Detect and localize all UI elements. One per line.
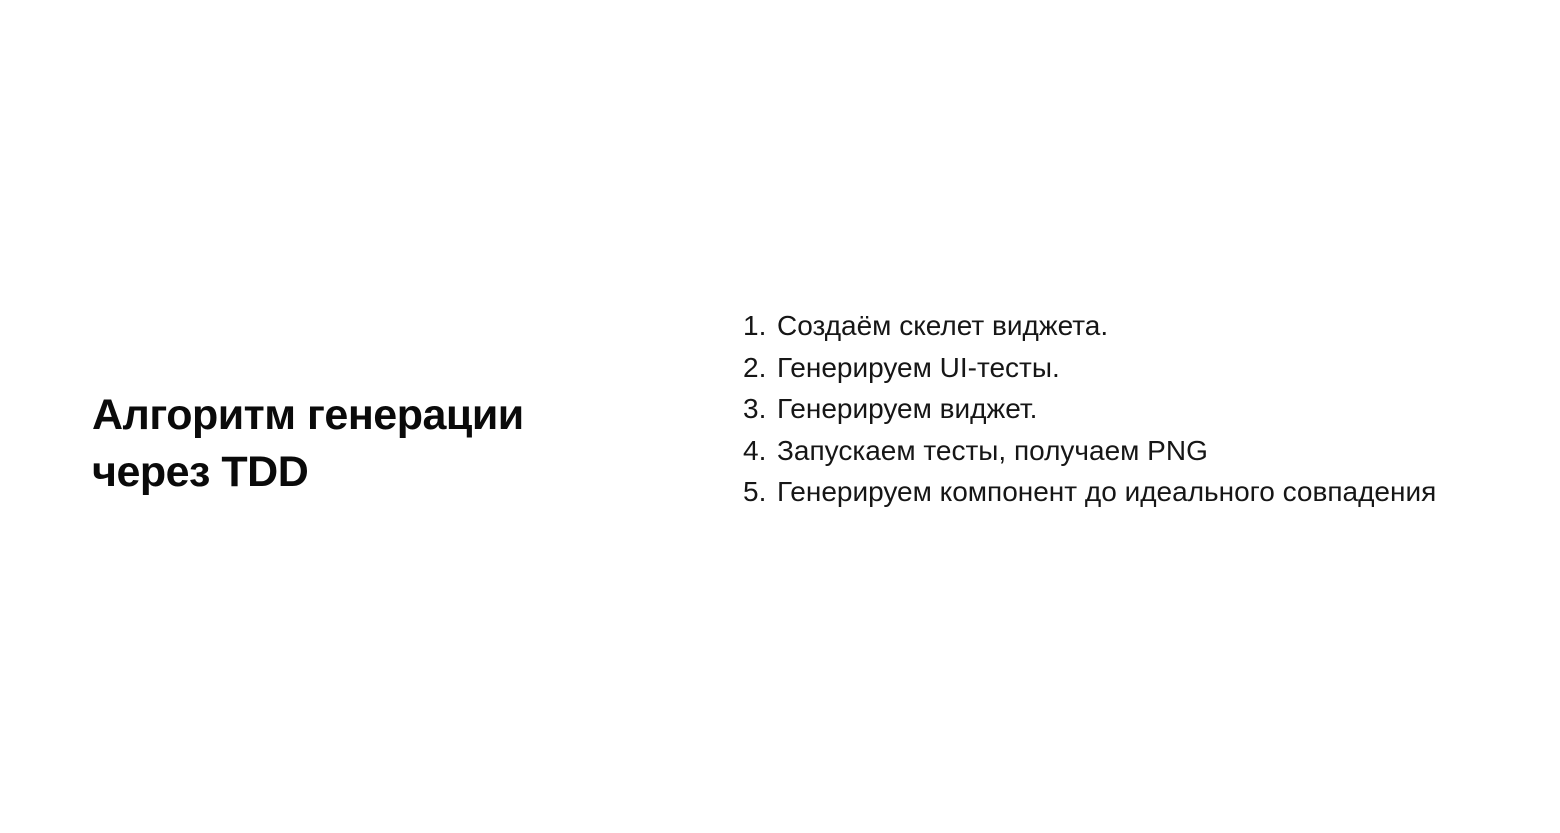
step-text: Генерируем компонент до идеального совпадения <box>777 476 1437 507</box>
slide-title-line-1: Алгоритм генерации <box>92 390 524 439</box>
list-item <box>743 388 1436 430</box>
list-item <box>743 471 1436 513</box>
steps-list <box>743 305 1436 513</box>
step-number: 5. <box>743 476 767 507</box>
slide-title <box>92 387 524 501</box>
step-text: Запускаем тесты, получаем PNG <box>777 434 1208 466</box>
step-text: Создаём скелет виджета. <box>777 310 1109 341</box>
step-number: 4. <box>743 434 767 466</box>
step-text: Генерируем UI-тесты. <box>777 351 1060 383</box>
step-number: 3. <box>743 393 767 424</box>
list-item <box>743 430 1436 472</box>
step-text: Генерируем виджет. <box>777 393 1038 424</box>
list-item <box>743 305 1436 347</box>
step-number: 1. <box>743 310 767 341</box>
slide-title-line-2: через TDD <box>92 447 309 496</box>
step-number: 2. <box>743 351 767 383</box>
list-item <box>743 347 1436 389</box>
